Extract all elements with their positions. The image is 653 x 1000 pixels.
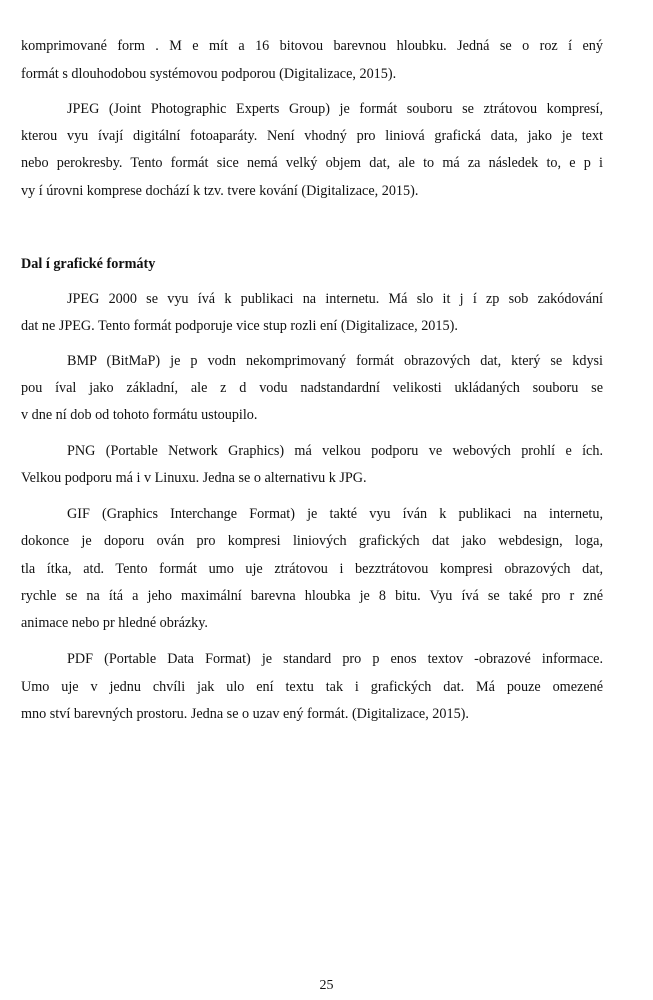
paragraph-line: rychle se na ítá a jeho maximální barevna hloubka je 8 bitu. Vyu ívá se také pro r zné [21, 588, 603, 604]
paragraph-line: Velkou podporu má i v Linuxu. Jedna se o alternativu k JPG. [21, 470, 367, 486]
paragraph-line: GIF (Graphics Interchange Format) je takté vyu íván k publikaci na internetu, [67, 506, 603, 522]
paragraph-line: komprimované form . M e mít a 16 bitovou barevnou hloubku. Jedná se o roz í ený [21, 38, 603, 54]
paragraph-line: kterou vyu ívají digitální fotoaparáty. Není vhodný pro liniová grafická data, jako je text [21, 128, 603, 144]
paragraph-line: v dne ní dob od tohoto formátu ustoupilo. [21, 407, 258, 423]
paragraph-line: Umo uje v jednu chvíli jak ulo ení textu tak i grafických dat. Má pouze omezené [21, 679, 603, 695]
paragraph-line: JPEG (Joint Photographic Experts Group) je formát souboru se ztrátovou kompresí, [67, 101, 603, 117]
section-heading: Dal í grafické formáty [21, 256, 156, 272]
paragraph-line: PDF (Portable Data Format) je standard pro p enos textov -obrazové informace. [67, 651, 603, 667]
paragraph-line: formát s dlouhodobou systémovou podporou (Digitalizace, 2015). [21, 66, 397, 82]
paragraph-line: animace nebo pr hledné obrázky. [21, 615, 208, 631]
paragraph-line: dokonce je doporu ován pro kompresi liniových grafických dat jako webdesign, loga, [21, 533, 603, 549]
paragraph-line: vy í úrovni komprese dochází k tzv. tvere kování (Digitalizace, 2015). [21, 183, 419, 199]
paragraph-line: JPEG 2000 se vyu ívá k publikaci na internetu. Má slo it j í zp sob zakódování [67, 291, 603, 307]
paragraph-line: tla ítka, atd. Tento formát umo uje ztrátovou i bezztrátovou kompresi obrazových dat, [21, 561, 603, 577]
paragraph-line: mno ství barevných prostoru. Jedna se o uzav ený formát. (Digitalizace, 2015). [21, 706, 469, 722]
paragraph-line: PNG (Portable Network Graphics) má velkou podporu ve webových prohlí e ích. [67, 443, 603, 459]
paragraph-line: BMP (BitMaP) je p vodn nekomprimovaný formát obrazových dat, který se kdysi [67, 353, 603, 369]
paragraph-line: dat ne JPEG. Tento formát podporuje vice stup rozli ení (Digitalizace, 2015). [21, 318, 458, 334]
page-number: 25 [319, 978, 334, 993]
paragraph-line: nebo perokresby. Tento formát sice nemá velký objem dat, ale to má za následek to, e p i [21, 155, 603, 171]
paragraph-line: pou íval jako základní, ale z d vodu nadstandardní velikosti ukládaných souboru se [21, 380, 603, 396]
